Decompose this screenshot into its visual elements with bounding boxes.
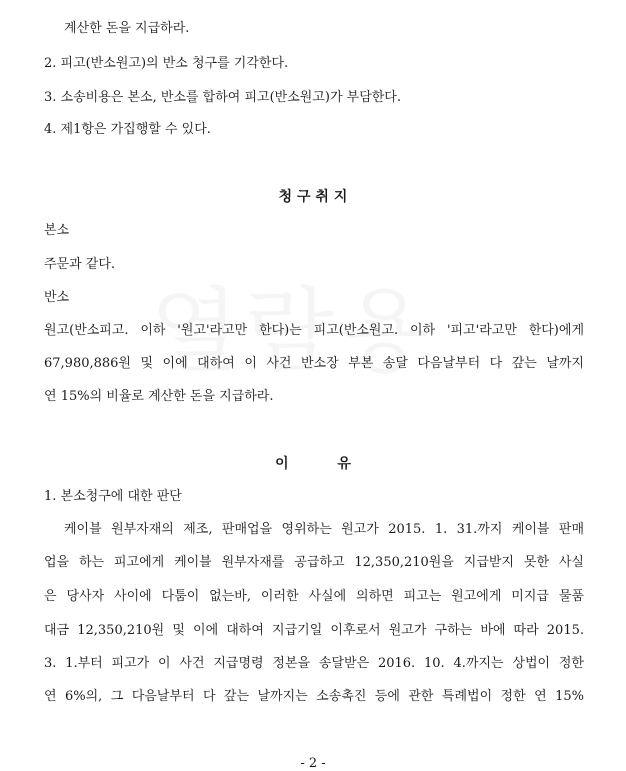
judgment-item-4: 4. 제1항은 가집행할 수 있다. (44, 122, 211, 137)
section1-line-2: 업을 하는 피고에게 케이블 원부자재를 공급하고 12,350,210원을 지급받지 못한 사실 (44, 555, 584, 570)
judgment-item-3: 3. 소송비용은 본소, 반소를 합하여 피고(반소원고)가 부담한다. (44, 90, 401, 105)
claims-counter-line-1: 원고(반소피고. 이하 '원고'라고만 한다)는 피고(반소원고. 이하 '피고'라고만 한다)에게 (44, 323, 584, 338)
judgment-item-2: 2. 피고(반소원고)의 반소 청구를 기각한다. (44, 56, 289, 71)
section1-line-6: 연 6%의, 그 다음날부터 다 갚는 날까지는 소송촉진 등에 관한 특례법이 정한 연 15% (44, 689, 584, 704)
claims-main-label: 본소 (44, 223, 70, 238)
claims-main-text: 주문과 같다. (44, 257, 116, 272)
claims-counter-line-2: 67,980,886원 및 이에 대하여 이 사건 반소장 부본 송달 다음날부터 다 갚는 날까지 (44, 356, 584, 371)
section1-line-1: 케이블 원부자재의 제조, 판매업을 영위하는 원고가 2015. 1. 31.까지 케이블 판매 (64, 522, 584, 537)
claims-counter-line-3: 연 15%의 비율로 계산한 돈을 지급하라. (44, 389, 274, 404)
section1-line-3: 은 당사자 사이에 다툼이 없는바, 이러한 사실에 의하면 피고는 원고에게 미지급 물품 (44, 589, 584, 604)
judgment-line-1: 계산한 돈을 지급하라. (64, 21, 190, 36)
claims-heading: 청 구 취 지 (278, 189, 348, 205)
claims-counter-label: 반소 (44, 290, 70, 305)
section1-line-4: 대금 12,350,210원 및 이에 대하여 지급기일 이후로서 원고가 구하는 바에 따라 2015. (44, 623, 584, 638)
reasons-heading: 이 유 (275, 456, 351, 472)
section1-title: 1. 본소청구에 대한 판단 (44, 489, 182, 504)
section1-line-5: 3. 1.부터 피고가 이 사건 지급명령 정본을 송달받은 2016. 10. 4.까지는 상법이 정한 (44, 656, 584, 671)
page-number: - 2 - (300, 756, 326, 771)
